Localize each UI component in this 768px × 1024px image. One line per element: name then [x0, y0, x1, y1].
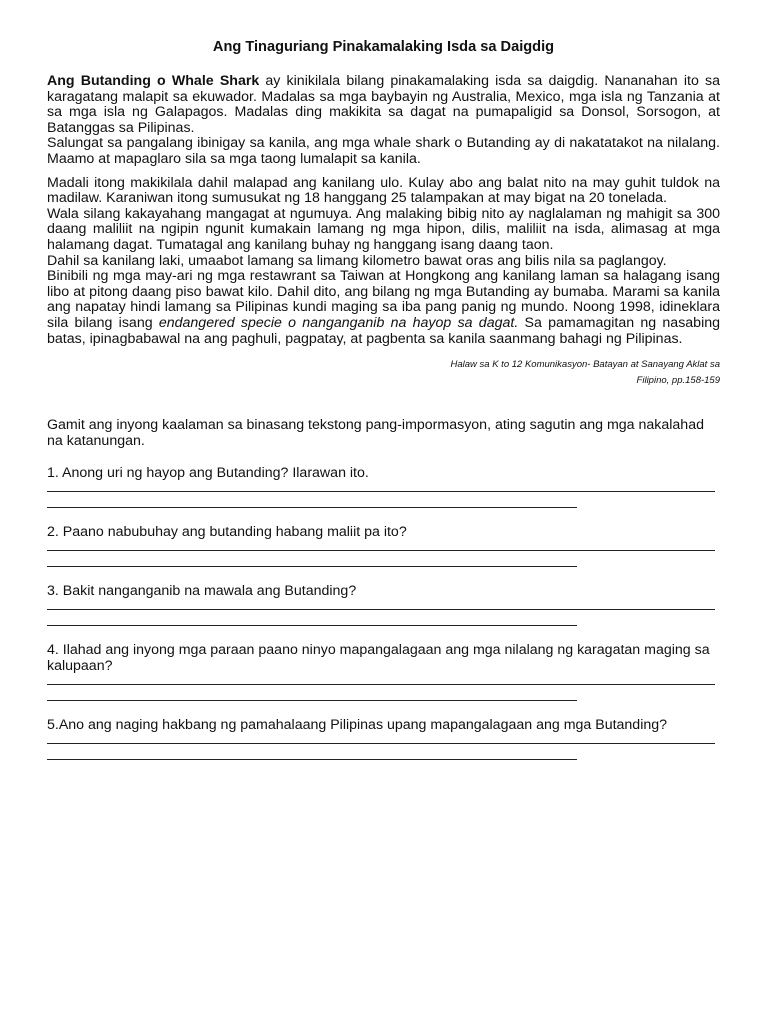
question-4: 4. Ilahad ang inyong mga paraan paano ninyo mapangalagaan ang mga nilalang ng karagatan maging sa kalupaan? [47, 642, 710, 675]
question-block-1 [47, 465, 720, 508]
question-block-4 [47, 642, 720, 701]
question-block-2 [47, 524, 720, 567]
answer-line[interactable] [47, 507, 577, 508]
paragraph-appearance: Madali itong makikilala dahil malapad ang kanilang ulo. Kulay abo ang balat nito na may guhit tuldok na madilaw. Karaniwan itong sumusukat ng 18 hanggang 25 talampakan at may bigat na 20 tonelada. [47, 174, 720, 207]
paragraph-endangered-text-b: Sa pamamagitan ng nasabing batas, ipinagbabawal na ang paghuli, pagpatay, at pagbenta sa kanila saanmang bahagi ng Pilipinas. [47, 314, 720, 347]
instructions: Gamit ang inyong kaalaman sa binasang tekstong pang-impormasyon, ating sagutin ang mga nakalahad na katanungan. [47, 417, 704, 450]
paragraph-endangered-text-a: Binibili ng mga may-ari ng mga restawrant sa Taiwan at Hongkong ang kanilang laman sa halagang isang libo at pitong daang piso bawat kilo. Dahil dito, ang bilang ng mga Butanding ay bumaba. Marami sa kanila ang napatay hindi lamang sa Pilipinas kundi maging sa iba pang panig ng mundo. Noong 1998, idineklara sila bilang isang [47, 268, 720, 331]
question-5: 5.Ano ang naging hakbang ng pamahalaang Pilipinas upang mapangalagaan ang mga Butanding? [47, 717, 668, 734]
paragraph-endangered [47, 269, 720, 347]
question-1: 1. Anong uri ng hayop ang Butanding? Ilarawan ito. [47, 465, 369, 482]
source-line-2: Filipino, pp.158-159 [636, 375, 720, 387]
answer-line[interactable] [47, 684, 715, 685]
bold-term: Ang Butanding o Whale Shark [47, 73, 260, 89]
question-block-3 [47, 583, 720, 626]
page-title: Ang Tinaguriang Pinakamalaking Isda sa Daigdig [212, 39, 555, 55]
answer-line[interactable] [47, 550, 715, 551]
answer-line[interactable] [47, 700, 577, 701]
paragraph-diet: Wala silang kakayahang mangagat at ngumuya. Ang malaking bibig nito ay naglalaman ng mahigit sa 300 daang maliliit na ngipin ngunit kumakain lamang ng mga hipon, dilis, maliliit na isda, alimasag at mga halamang dagat. Tumatagal ang kanilang buhay ng hanggang isang daang taon. [47, 205, 720, 253]
paragraph-intro-text: ay kinikilala bilang pinakamalaking isda sa daigdig. Nananahan ito sa karagatang malapit sa ekuwador. Madalas sa mga baybayin ng Australia, Mexico, mga isla ng Tanzania at sa mga isla ng Galapagos. Madalas ding makikita sa dagat na pumapaligid sa Donsol, Sorsogon, at Batanggas sa Pilipinas. [47, 73, 720, 136]
answer-line[interactable] [47, 609, 715, 610]
paragraph-speed: Dahil sa kanilang laki, umaabot lamang sa limang kilometro bawat oras ang bilis nila sa paglangoy. [47, 252, 667, 269]
paragraph-behavior: Salungat sa pangalang ibinigay sa kanila, ang mga whale shark o Butanding ay di nakatatakot na nilalang. Maamo at mapaglaro sila sa mga taong lumalapit sa kanila. [47, 135, 720, 167]
answer-line[interactable] [47, 566, 577, 567]
italic-term: endangered specie o nanganganib na hayop sa dagat. [158, 314, 519, 331]
source-line-1: Halaw sa K to 12 Komunikasyon- Batayan at Sanayang Aklat sa [450, 359, 720, 371]
source-citation [47, 357, 720, 389]
question-block-5 [47, 717, 720, 760]
question-2: 2. Paano nabubuhay ang butanding habang maliit pa ito? [47, 524, 407, 541]
answer-line[interactable] [47, 491, 715, 492]
paragraph-intro [47, 74, 720, 136]
answer-line[interactable] [47, 759, 577, 760]
question-3: 3. Bakit nanganganib na mawala ang Butanding? [47, 583, 357, 600]
answer-line[interactable] [47, 743, 715, 744]
answer-line[interactable] [47, 625, 577, 626]
